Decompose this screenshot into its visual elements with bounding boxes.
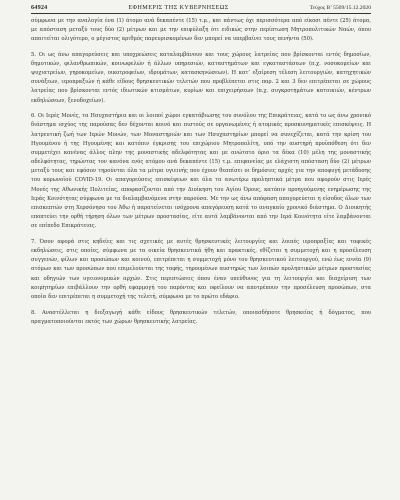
paragraph-7: 7. Όσον αφορά στις κηδείες και τις σχετικές με αυτές θρησκευτικές λειτουργίες και λοιπές ιεροπραξίες και ταφικές εκδηλώσεις, στις οποίες, σύμφωνα με τα οικεία θρησκευτικά ήθη και πρακτικές, εθίζεται η συμμετοχή και η προσέλευση συγγενών, φίλων και προσώπων και κοινού, επιτρέπεται η συμμετοχή μόνο του θρησκευτικού λειτουργού, ενώ έως εννέα (9) ατόμων και των προσώπων που επιμελούνται της ταφής, τηρουμένων αυστηρώς των λοιπών προληπτικών μέτρων προστασίας και οδηγιών των υγειονομικών αρχών. Στις περιπτώσεις όπου έναν υπεύθυνος για τη λειτουργία και διαχείριση των κοιμητηρίων επιβάλλουν την ορθή εφαρμογή του παρόντος και οφείλουν να αποτρέπουν την προσέλευση προσώπων, στα οποία δεν επιτρέπεται η συμμετοχή της τελετή, σύμφωνα με το πρώτο εδάφιο. [31, 238, 371, 300]
gazette-title: ΕΦΗΜΕΡΙΣ ΤΗΣ ΚΥΒΕΡΝΗΣΕΩΣ [128, 4, 229, 11]
issue-number: Τεύχος Β’ 5509/15.12.2020 [309, 4, 371, 11]
paragraph-8: 8. Αναστέλλεται η διεξαγωγή κάθε είδους θρησκευτικών τελετών, οποιασδήποτε θρησκείας ή δόγματος, που πραγματοποιούνται εκτός των χώρων θρησκευτικής λατρείας. [31, 309, 371, 325]
paragraph-6: 6. Οι Ιερές Μονές, τα Ησυχαστήρια και οι λοιποί χώροι εγκατάβιωσης του συνόλου της Επικράτειας, κατά το ως άνω χρονικό διάστημα ισχύος της παρούσας δεν δέχονται κοινό και πιστούς σε οργανωμένες ή ατομικές προσκυνηματικές επισκέψεις. Η λατρευτική ζωή των Ιερών Μονών, των Μοναστηριών και των Ησυχαστηρίων μπορεί να συνεχίζεται, κατά την κρίση του Ηγουμένου ή της Ηγουμένης και κατόπιν έγκρισης του επιχώριου Μητροπολίτη, υπό την αυστηρή προϋπόθεση ότι δεν συμμετέχει κανένας άλλος πλην της μοναστικής αδελφότητας και με ανώτατο όριο τα δέκα (10) μέλη της μοναστικής αδελφότητας, τηρώντας τον κανόνα ενός ατόμου ανά δεκαπέντε (15) τ.μ. επιφανείας με ελάχιστη απόσταση δύο (2) μέτρων μεταξύ τους και εφόσον τηρούνται όλα τα μέτρα υγιεινής που έχουν θεσπίσει οι δημόσιες αρχές για την αποφυγή μετάδοσης του κορωνοϊού COVID-19. Οι απαγορεύσεις επισκέψεων και όλα τα ανωτέρω προληπτικά μέτρα που αφορούν στις Ιερές Μονές της Αθωνικής Πολιτείας, αποφασίζονται από την Διοίκηση του Αγίου Όρους, κατόπιν προηγούμενης ενημέρωσης της Ιεράς Κοινότητας σύμφωνα με τα διαλαμβανόμενα στην παρούσα. Με την ως άνω απόφαση απαγορεύεται η είσοδος όλων των επισκεπτών στη Χερσόνησο του Άθω ή παρατείνεται ισόχρονα απαγόρευση κατά το αναγκαίο χρονικό διάστημα. Ο Διοικητής εποπτεύει την ορθή τήρηση όλων των μέτρων προστασίας, είτε αυτά λαμβάνονται από την Ιερά Κοινότητα είτε λαμβάνονται σε επίπεδο Επικράτειας. [31, 113, 371, 230]
document-body [31, 17, 371, 327]
page-header [31, 5, 371, 14]
page-number: 64924 [31, 4, 48, 11]
paragraph-5: 5. Οι ως άνω απαγορεύσεις και υποχρεώσεις καταλαμβάνουν και τους χώρους λατρείας που βρίσκονται εντός δημοσίων, δημοτικών, φιλανθρωπικών, κοινωφελών ή άλλων υπηρεσιών, καταστημάτων και εγκαταστάσεων (π.χ. νοσοκομείων και ψυχιατρείων, γηροκομείων, οικοτροφείων, ιδρυμάτων, κατασκηνώσεων). Η κατ’ εξαίρεση τέλεση λειτουργιών, κατηχητικών συνάξεων, ιεροπραξιών ή κάθε είδους θρησκευτικών τελετών που προβλέπεται στις παρ. 2 και 3 δεν επιτρέπεται σε χώρους λατρείας που βρίσκονται εντός ιδιωτικών κτισμάτων, κυρίων και επιχειρήσεων (π.χ. συγκροτημάτων κατοικιών, κέντρων εκδηλώσεων, ξενοδοχείων). [31, 51, 371, 104]
paragraph-continuation: σύμφωνα με την αναλογία ένα (1) άτομο ανά δεκαπέντε (15) τ.μ., και πάντως όχι περισσότερα από είκοσι πέντε (25) άτομα, με απόσταση μεταξύ τους δύο (2) μέτρων και με την επιφύλαξη ότι ειδικώς στην περίπτωση Μητροπολιτικών Ναών, όπου απαιτείται ολιγότερο, ο μέγιστος αριθμός παρευρισκομένων δεν μπορεί να υπερβαίνει τους πενήντα (50). [31, 17, 371, 43]
